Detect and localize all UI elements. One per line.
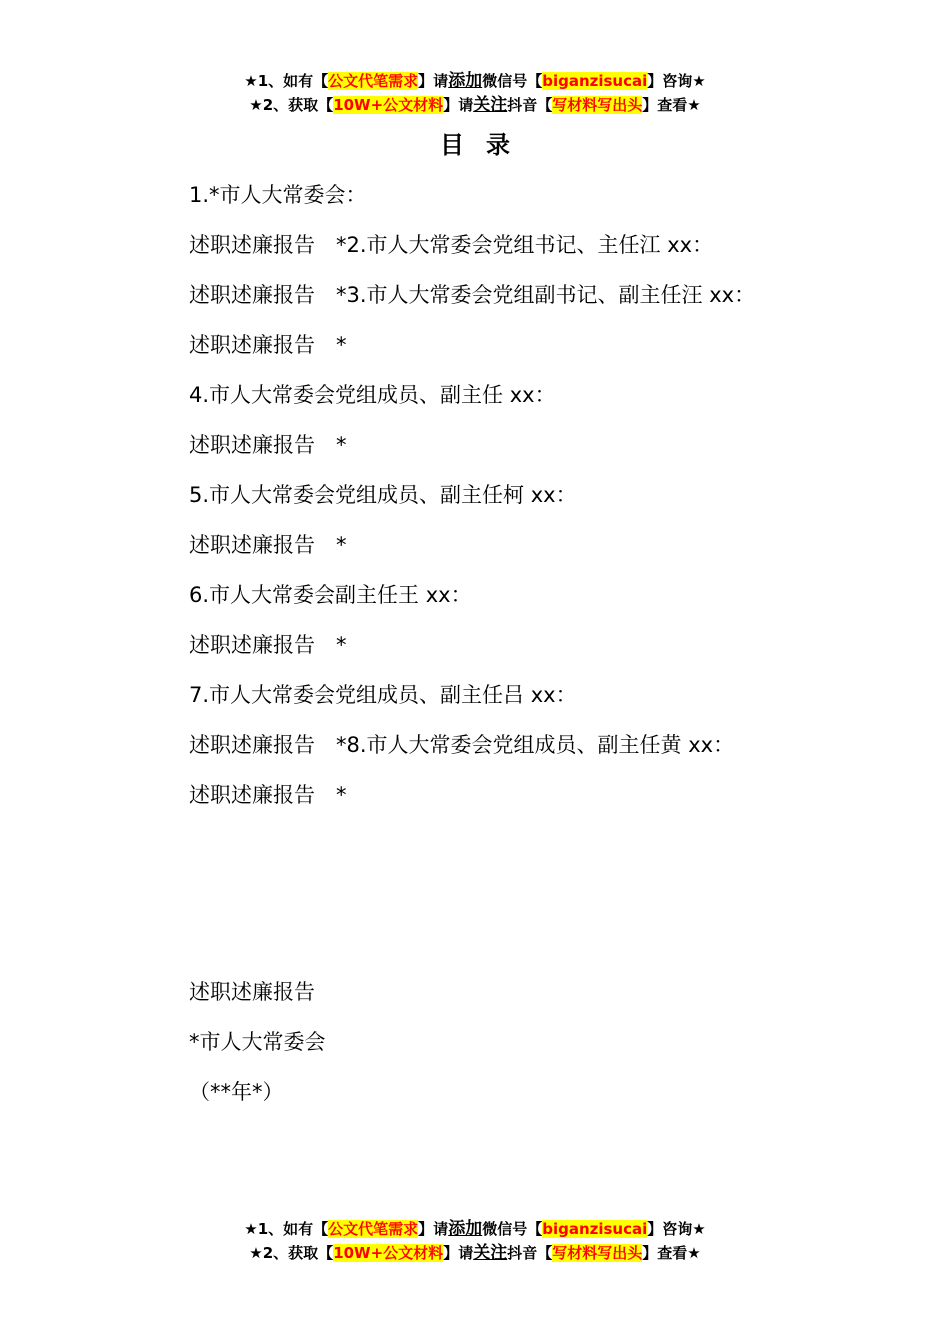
- toc-line: 5.市人大常委会党组成员、副主任柯 xx：: [189, 483, 577, 507]
- banner-text: ★2、获取【: [249, 1244, 334, 1262]
- banner-text: 微信号【: [482, 72, 543, 90]
- banner-text: 】请: [443, 1244, 474, 1262]
- banner-text: ★1、如有【: [244, 72, 329, 90]
- banner-highlight: biganzisucai: [542, 72, 648, 90]
- cover-block: [189, 975, 326, 1125]
- banner-highlight: 公文代笔需求: [328, 72, 419, 90]
- toc-line: 7.市人大常委会党组成员、副主任吕 xx：: [189, 683, 577, 707]
- toc-line: 述职述廉报告 *: [189, 433, 347, 457]
- toc-line: 述职述廉报告 *: [189, 783, 347, 807]
- top-banner: [0, 69, 950, 117]
- banner-text: 】请: [418, 72, 449, 90]
- toc-line: 述职述廉报告 *: [189, 533, 347, 557]
- banner-highlight: 写材料写出头: [552, 1244, 643, 1262]
- banner-text: 微信号【: [482, 1220, 543, 1238]
- banner-text: 】查看★: [642, 96, 701, 114]
- banner-emphasis: 添加: [448, 71, 483, 91]
- banner-emphasis: 添加: [448, 1219, 483, 1239]
- toc-line: 述职述廉报告 *3.市人大常委会党组副书记、副主任汪 xx：: [189, 283, 756, 307]
- banner-line-2: [0, 93, 950, 117]
- toc-line: 述职述廉报告 *: [189, 633, 347, 657]
- banner-text: ★1、如有【: [244, 1220, 329, 1238]
- banner-highlight: 10W+公文材料: [333, 96, 444, 114]
- bottom-banner: [0, 1217, 950, 1265]
- toc-line: 4.市人大常委会党组成员、副主任 xx：: [189, 383, 556, 407]
- toc-line: 6.市人大常委会副主任王 xx：: [189, 583, 472, 607]
- banner-line-1: [0, 69, 950, 93]
- banner-text: ★2、获取【: [249, 96, 334, 114]
- cover-year: （**年*）: [189, 1080, 284, 1104]
- banner-text: 】请: [443, 96, 474, 114]
- banner-highlight: 公文代笔需求: [328, 1220, 419, 1238]
- banner-emphasis: 关注: [473, 1243, 508, 1263]
- banner-text: 】咨询★: [647, 72, 706, 90]
- banner-text: 抖音【: [507, 1244, 553, 1262]
- toc-line: 述职述廉报告 *2.市人大常委会党组书记、主任江 xx：: [189, 233, 714, 257]
- banner-line-1: [0, 1217, 950, 1241]
- toc-line: 述职述廉报告 *8.市人大常委会党组成员、副主任黄 xx：: [189, 733, 735, 757]
- toc-line: 1.*市人大常委会：: [189, 183, 367, 207]
- banner-text: 】咨询★: [647, 1220, 706, 1238]
- banner-line-2: [0, 1241, 950, 1265]
- cover-title: 述职述廉报告: [189, 980, 315, 1004]
- banner-emphasis: 关注: [473, 95, 508, 115]
- toc-title: 目录: [440, 131, 532, 159]
- toc-line: 述职述廉报告 *: [189, 333, 347, 357]
- banner-text: 】查看★: [642, 1244, 701, 1262]
- banner-highlight: biganzisucai: [542, 1220, 648, 1238]
- banner-text: 抖音【: [507, 96, 553, 114]
- banner-highlight: 10W+公文材料: [333, 1244, 444, 1262]
- banner-highlight: 写材料写出头: [552, 96, 643, 114]
- toc-list: [189, 178, 809, 828]
- banner-text: 】请: [418, 1220, 449, 1238]
- cover-org: *市人大常委会: [189, 1030, 326, 1054]
